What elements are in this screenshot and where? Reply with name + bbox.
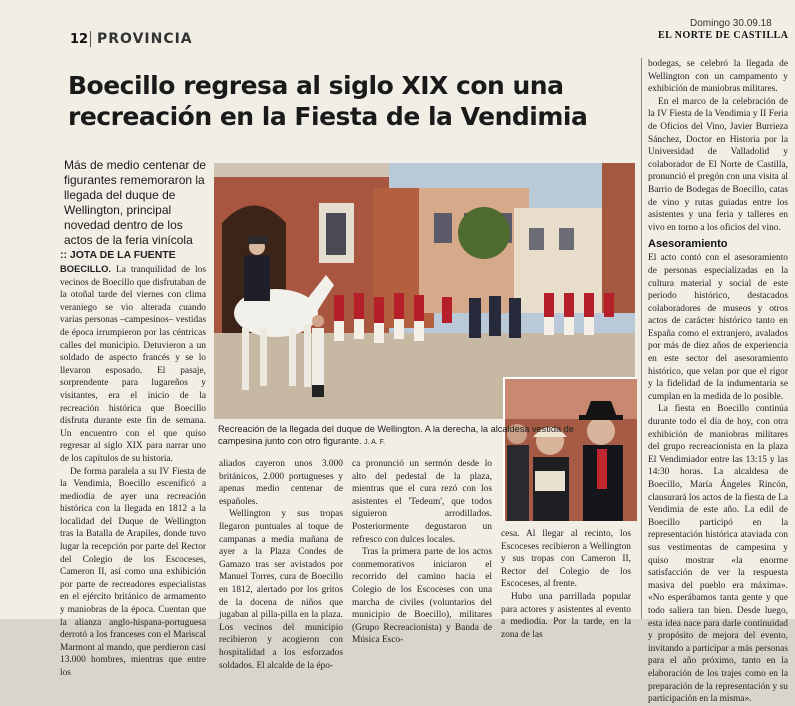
header-divider xyxy=(90,31,91,47)
inset-photo xyxy=(503,377,637,521)
paragraph: aliados cayeron unos 3.000 británicos, 2.000 portugueses y apenas medio centenar de españoles. xyxy=(219,459,343,507)
paragraph: Tras la primera parte de los actos conmemorativos iniciaron el recorrido del camino hacia el Colegio de los Escoceses con una marcha de civiles (voluntarios del municipio de Boecillo), militares (Grupo Recreacionista) y Banda de Música Esco- xyxy=(352,547,492,646)
page-number: 12 xyxy=(70,32,89,47)
column-divider xyxy=(641,58,642,619)
dateline: BOECILLO. xyxy=(60,263,112,274)
headline: Boecillo regresa al siglo XIX con una recreación en la Fiesta de la Vendimia xyxy=(68,71,588,132)
subheadline: Más de medio centenar de figurantes rememoraron la llegada del duque de Wellington, principal novedad dentro de los actos de la feria vinícola xyxy=(64,158,207,247)
paragraph: Hubo una parrillada popular para actores y asistentes al evento a mediodía. Por la tarde, en la zona de las xyxy=(501,591,631,640)
article-column-3 xyxy=(352,458,492,646)
paragraph xyxy=(60,263,206,466)
paragraph: bodegas, se celebró la llegada de Wellington con un campamento y exhibición de maniobras militares. xyxy=(648,59,788,95)
paragraph: En el marco de la celebración de la IV Fiesta de la Vendimia y II Feria de Oficios del Vino, Javier Burrieza Sánchez, Doctor en Historia por la Universidad de Valladolid y colaborador de El Norte de Castilla, pronunció el pregón con una visita al Barrio de Bodegas de Boecillo, catas de vino y rutas guiadas entre los asistentes y una feria y talleres en vivo en torno a los oficios del vino. xyxy=(648,96,788,233)
mayor-portrait-image xyxy=(505,379,637,521)
section-name: PROVINCIA xyxy=(97,31,193,47)
paragraph: ca pronunció un sermón desde lo alto del pedestal de la plaza, mientras que el cura rezó con los asistentes el 'Tedeum', que todos siguieron arrodillados. Posteriormente degustaron un refresco con dulces locales. xyxy=(352,459,492,545)
issue-date: Domingo 30.09.18 xyxy=(690,18,772,29)
paragraph: cesa. Al llegar al recinto, los Escoceses recibieron a Wellington y sus tropas con Cameron II, Rector del Colegio de los Escoceses, al frente. xyxy=(501,529,631,590)
subheading: Asesoramiento xyxy=(648,238,728,251)
article-column-4 xyxy=(501,528,631,640)
article-column-1 xyxy=(60,263,206,678)
photo-caption xyxy=(218,423,618,449)
article-column-2 xyxy=(219,458,343,671)
photo-credit: J. A. F. xyxy=(364,439,386,446)
article-column-5 xyxy=(648,58,788,705)
newspaper-name: EL NORTE DE CASTILLA xyxy=(658,30,789,41)
paragraph: Wellington y sus tropas llegaron puntuales al toque de campanas a media mañana de ayer a la Plaza Condes de Gamazo tras ser avistados por Manuel Torres, cura de Boecillo en 1812, alertado por los gritos de la docena de niños que jugaban al pilla-pilla en la plaza. Los vecinos del municipio recibieron y acogieron con hospitalidad a los esforzados soldados. El alcalde de la épo- xyxy=(219,509,343,671)
paragraph: La fiesta en Boecillo continúa durante todo el día de hoy, con otra exhibición de maniobras militares del grupo recreacionista en la plaza El Vendimiador entre las 13:15 y las 14:30 horas. La alcaldesa de Boecillo, María Ángeles Rincón, clausurará los actos de la fiesta de La Vendimia de este año. La edil de Boecillo participó en la representación histórica ataviada con sus vestimentas de campesina y quiso mostrar «la enorme satisfacción de ver la respuesta masiva del pueblo era máxima». «No esperábamos tanta gente y que todo saliera tan bien. Desde luego, esta idea nace para darle continuidad y propósito de mejora del evento, invitando a participar a más personas para el año próximo, tanto en la elaboración de los trajes como en la preparación de la representación y su participación en la misma». xyxy=(648,404,788,705)
caption-text: Recreación de la llegada del duque de Wellington. A la derecha, la alcaldesa vestida de campesina junto con otro figurante. xyxy=(218,424,574,446)
byline: :: JOTA DE LA FUENTE xyxy=(60,249,176,261)
paragraph: De forma paralela a su IV Fiesta de la Vendimia, Boecillo escenificó a mediodía de ayer una recreación histórica con la llegada en 1812 a la localidad del Duque de Wellington tras la Batalla de Arapiles, donde tuvo lugar la recepción por parte del Rector del Colegio de los Escoceses, Cameron II, así como una exhibición por parte de recreadores especialistas en el ejército británico de armamento y maniobras de la época. Cuentan que la alianza anglo-hispana-portuguesa derrotó a los franceses con el Mariscal Marmont al mando, que perdieron casi 13.000 hombres, mientras que entre los xyxy=(60,466,206,678)
paragraph-text: La tranquilidad de los vecinos de Boecillo que disfrutaban de la otoñal tarde del viernes con clima veraniego se vio alterada cuando varias personas –campesinos– vestidas de época irrumpieron por las céntricas calles del municipio. Detuvieron a un soldado de aspecto francés y se lo llevaron esposado. El pasaje, sorprendente para lugareños y visitantes, era el inicio de la recreación histórica que Boecillo disfruta durante este fin de semana. Un encuentro con el que quiso regresar al siglo XIX para narrar uno de los capítulos de su historia. xyxy=(60,265,206,464)
paragraph: El acto contó con el asesoramiento de personas especializadas en la cultura material y social de este periodo histórico, destacados colaboradores de museos y otros actos de carácter histórico tanto en España como el extranjero, avalados por más de diez años de experiencia en este sector del asesoramiento histórico, que velan por que el rigor y la fidelidad de la indumentaria se cumplan en la medida de lo posible. xyxy=(648,253,788,402)
